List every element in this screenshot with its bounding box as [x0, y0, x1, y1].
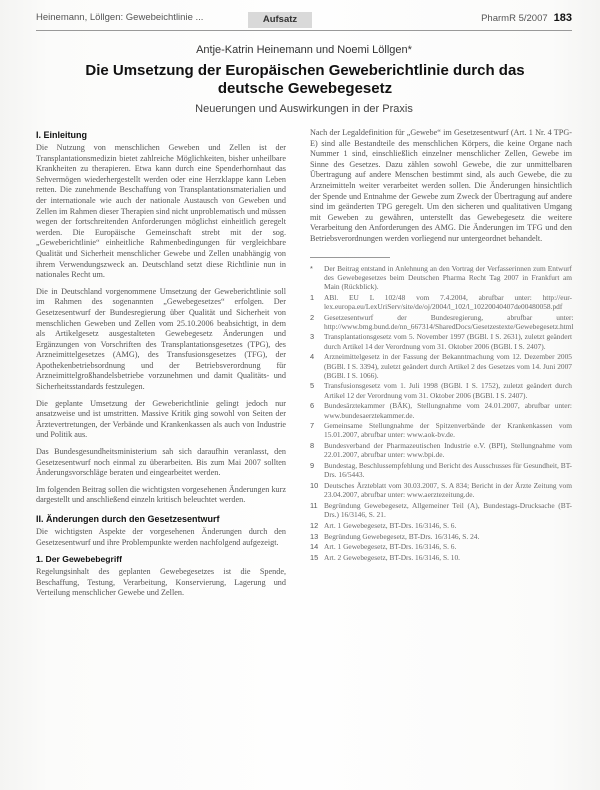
- footnote-text: Begründung Gewebegesetz, Allgemeiner Teil (A), Bundestags-Drucksache (BT-Drs.) 16/3146, S. 21.: [324, 500, 572, 520]
- paragraph: Das Bundesgesundheitsministerium sah sich daraufhin veranlasst, den Gesetzesentwurf noch einmal zu überarbeiten. Bis zum Mai 2007 sollten Änderungsvorschläge beraten und eingearbeitet werden.: [36, 447, 286, 478]
- footnote: [310, 441, 572, 459]
- footnote-number: 4: [310, 352, 315, 362]
- footnote: [310, 401, 572, 419]
- footnote-rule: [310, 257, 390, 258]
- footnote: [310, 313, 572, 331]
- footnote: [310, 332, 572, 350]
- footnote-number: 9: [310, 461, 315, 471]
- footnote-number: 15: [310, 552, 319, 562]
- paragraph: Regelungsinhalt des geplanten Gewebegesetzes ist die Spende, Beschaffung, Testung, Verarbeitung, Konservierung, Lagerung und Verteilung menschlicher Gewebe und Zellen.: [36, 567, 286, 598]
- paragraph: Die in Deutschland vorgenommene Umsetzung der Geweberichtlinie soll im Rahmen des sogenannten „Gewebegesetzes“ erfolgen. Der Gesetzesentwurf der Bundesregierung über Qualität und Sicherheit von menschlichen Geweben und Zellen vom 25.10.2006 beabsichtigt, in dem als Artikelgesetz ausgestalteten Gewebegesetz Änderungen und Ergänzungen von Vorschriften des Transplantationsgesetzes (TPG), des Arzneimittelgesetzes (AMG), des Transfusionsgesetzes (TFG), der Apothekenbetriebsordnung und der Betriebsverordnung für Arzneimittelgroßhandelsbetriebe vorzunehmen und damit Qualitäts- und Sicherheitsstandards festzulegen.: [36, 286, 286, 392]
- footnote-text: Begründung Gewebegesetz, BT-Drs. 16/3146, S. 24.: [324, 531, 480, 541]
- footnote-number: 7: [310, 421, 315, 431]
- footnote-number: 8: [310, 441, 315, 451]
- paragraph: Nach der Legaldefinition für „Gewebe“ im Gesetzesentwurf (Art. 1 Nr. 4 TPG-E) sind alle Bestandteile des menschlichen Körpers, die keine Organe nach Nummer 1 sind, einschließlich einzelner menschlicher Zellen, Gewebe im Sinne des Gesetzes. Dazu zählen sowohl Gewebe, die zur unmittelbaren Übertragung auf andere Menschen bestimmt sind, als auch Gewebe, die zu Arzneimitteln weiter verarbeitet werden sollen. Die Änderungen hinsichtlich der Spende und Entnahme der Gewebe zum Zweck der Übertragung auf andere sind im geänderten TPG geregelt. Um den sicheren und qualitativen Umgang mit Geweben zu gewähren, unterstellt das Gewebegesetz die weitere Verarbeitung den Anforderungen des AMG. Die Änderungen im TFG und den Betriebsverordnungen werden vorliegend nur untergeordnet behandelt.: [310, 128, 572, 243]
- section-label: Aufsatz: [248, 12, 312, 28]
- footnote-number: 5: [310, 381, 315, 391]
- article-authors: Antje-Katrin Heinemann und Noemi Löllgen*: [196, 44, 412, 56]
- footnote-number: 1: [310, 292, 315, 302]
- journal-issue-and-page: [481, 12, 572, 24]
- left-column: [36, 128, 286, 605]
- running-title: Heinemann, Löllgen: Gewebeichtlinie ...: [36, 12, 204, 23]
- footnote-number: 2: [310, 312, 315, 322]
- footnote: [310, 293, 572, 311]
- footnote-number: 14: [310, 542, 319, 552]
- footnote-text: Deutsches Ärzteblatt vom 30.03.2007, S. A 834; Bericht in der Ärzte Zeitung vom 23.04.2007, abrufbar unter: www.aerztezeitung.de.: [324, 481, 572, 500]
- footnote-text: Transplantationsgesetz vom 5. November 1997 (BGBl. I S. 2631), zuletzt geändert durch Artikel 14 der Verordnung vom 31. Oktober 2006 (BGBl. I S. 2407).: [324, 332, 572, 351]
- footnote-number: 10: [310, 481, 319, 490]
- footnote-text: Der Beitrag entstand in Anlehnung an den Vortrag der Verfasserinnen zum Entwurf des Gewebegesetzes beim Deutschen Pharma Recht Tag 2007 in Frankfurt am Main (Rückblick).: [324, 263, 572, 291]
- footnote-text: Transfusionsgesetz vom 1. Juli 1998 (BGBl. I S. 1752), zuletzt geändert durch Artikel 12 der Verordnung vom 31. Oktober 2006 (BGBl. I S. 2407).: [324, 381, 572, 400]
- paragraph: Die geplante Umsetzung der Geweberichtlinie gelingt jedoch nur ansatzweise und ist umstritten. Massive Kritik ging sowohl von Seiten der Ärztevertretungen, der Verbände und Krankenkassen als auch von Industrie und Politik aus.: [36, 398, 286, 440]
- footnote: [310, 421, 572, 439]
- footnote: [310, 542, 572, 551]
- footnotes: [310, 264, 572, 563]
- footnote: [310, 481, 572, 499]
- footnote-text: Arzneimittelgesetz in der Fassung der Bekanntmachung vom 12. Dezember 2005 (BGBl. I S. 3394), zuletzt geändert durch Artikel 2 des Gesetzes vom 14. Juni 2007 (BGBl. I S. 1066).: [324, 352, 572, 380]
- footnote: [310, 461, 572, 479]
- footnote: [310, 532, 572, 541]
- article-subtitle: Neuerungen und Auswirkungen in der Praxis: [195, 103, 413, 115]
- footnote-text: Art. 2 Gewebegesetz, BT-Drs. 16/3146, S. 10.: [324, 552, 461, 562]
- heading-tissue-term: 1. Der Gewebebegriff: [36, 554, 122, 565]
- paragraph: Die wichtigsten Aspekte der vorgesehenen Änderungen durch den Gesetzesentwurf und ihre Problempunkte werden nachfolgend aufgezeigt.: [36, 527, 286, 547]
- footnote-number: 6: [310, 401, 315, 411]
- footnote-text: Bundestag, Beschlussempfehlung und Bericht des Ausschusses für Gesundheit, BT-Drs. 16/5443.: [324, 461, 572, 480]
- footnote-number: 3: [310, 332, 315, 342]
- heading-changes: II. Änderungen durch den Gesetzesentwurf: [36, 514, 220, 524]
- footnote-number: *: [310, 263, 313, 273]
- footnote: [310, 521, 572, 530]
- article-title: Die Umsetzung der Europäischen Geweberichtlinie durch das deutsche Gewebegesetz: [85, 62, 525, 97]
- footnote-number: 12: [310, 520, 319, 530]
- footnote: [310, 381, 572, 399]
- footnote: [310, 352, 572, 380]
- footnote-text: Gemeinsame Stellungnahme der Spitzenverbände der Krankenkassen vom 15.01.2007, abrufbar unter: www.aok-bv.de.: [324, 421, 572, 440]
- heading-intro: I. Einleitung: [36, 130, 87, 140]
- footnote: [310, 264, 572, 292]
- footnote-text: Bundesverband der Pharmazeutischen Industrie e.V. (BPI), Stellungnahme vom 22.01.2007, abrufbar unter: www.bpi.de.: [324, 441, 572, 460]
- paragraph: Im folgenden Beitrag sollen die wichtigsten vorgesehenen Änderungen kurz dargestellt und anschließend einzeln kritisch beleuchtet werden.: [36, 484, 286, 505]
- footnote-text: Gesetzesentwurf der Bundesregierung, abrufbar unter: http://www.bmg.bund.de/nn_667314/SharedDocs/Gesetzestexte/Gewebegesetz.html: [324, 312, 574, 331]
- right-column: [310, 128, 572, 564]
- header-rule: [36, 30, 572, 31]
- footnote-number: 11: [310, 500, 318, 510]
- paragraph: Die Nutzung von menschlichen Geweben und Zellen ist der Transplantationsmedizin bietet zahlreiche Möglichkeiten, bisher unheilbare Krankheiten zu therapieren. Etwa kann durch eine Spenderhornhaut das Sehvermögen wiederhergestellt werden oder eine Herzklappe kann Leben retten. Die zunehmende Beschaffung von Transplantationsmaterialien und der internationale wie auch der nationale Austausch von Geweben und Zellen im Rahmen dieser Therapien sind nicht unproblematisch und müssen wegen der fortschreitenden Anforderungen möglichst einheitlich geregelt werden. Die Europäische Gemeinschaft strebt mit der sog. „Geweberichtlinie“ einheitliche Rahmenbedingungen für vergleichbare Qualität und Sicherheit menschlicher Gewebe und Zellen unabhängig von ihrem Verwendungszweck an. Deutschland setzt diese Richtlinie nun in nationales Recht um.: [36, 143, 286, 280]
- page-number: 183: [553, 12, 572, 24]
- journal-issue: PharmR 5/2007: [481, 13, 548, 24]
- footnote: [310, 501, 572, 519]
- footnote-text: ABl. EU L 102/48 vom 7.4.2004, abrufbar unter: http://eur-lex.europa.eu/LexUriServ/site/de/oj/2004/l_102/l_10220040407de00480058.pdf: [324, 292, 572, 311]
- footnote-number: 13: [310, 531, 319, 541]
- footnote: [310, 553, 572, 562]
- footnote-text: Bundesärztekammer (BÄK), Stellungnahme vom 24.01.2007, abrufbar unter: www.bundesaerztekammer.de.: [324, 401, 572, 420]
- footnote-text: Art. 1 Gewebegesetz, BT-Drs. 16/3146, S. 6.: [324, 520, 457, 530]
- footnote-text: Art. 1 Gewebegesetz, BT-Drs. 16/3146, S. 6.: [324, 542, 457, 552]
